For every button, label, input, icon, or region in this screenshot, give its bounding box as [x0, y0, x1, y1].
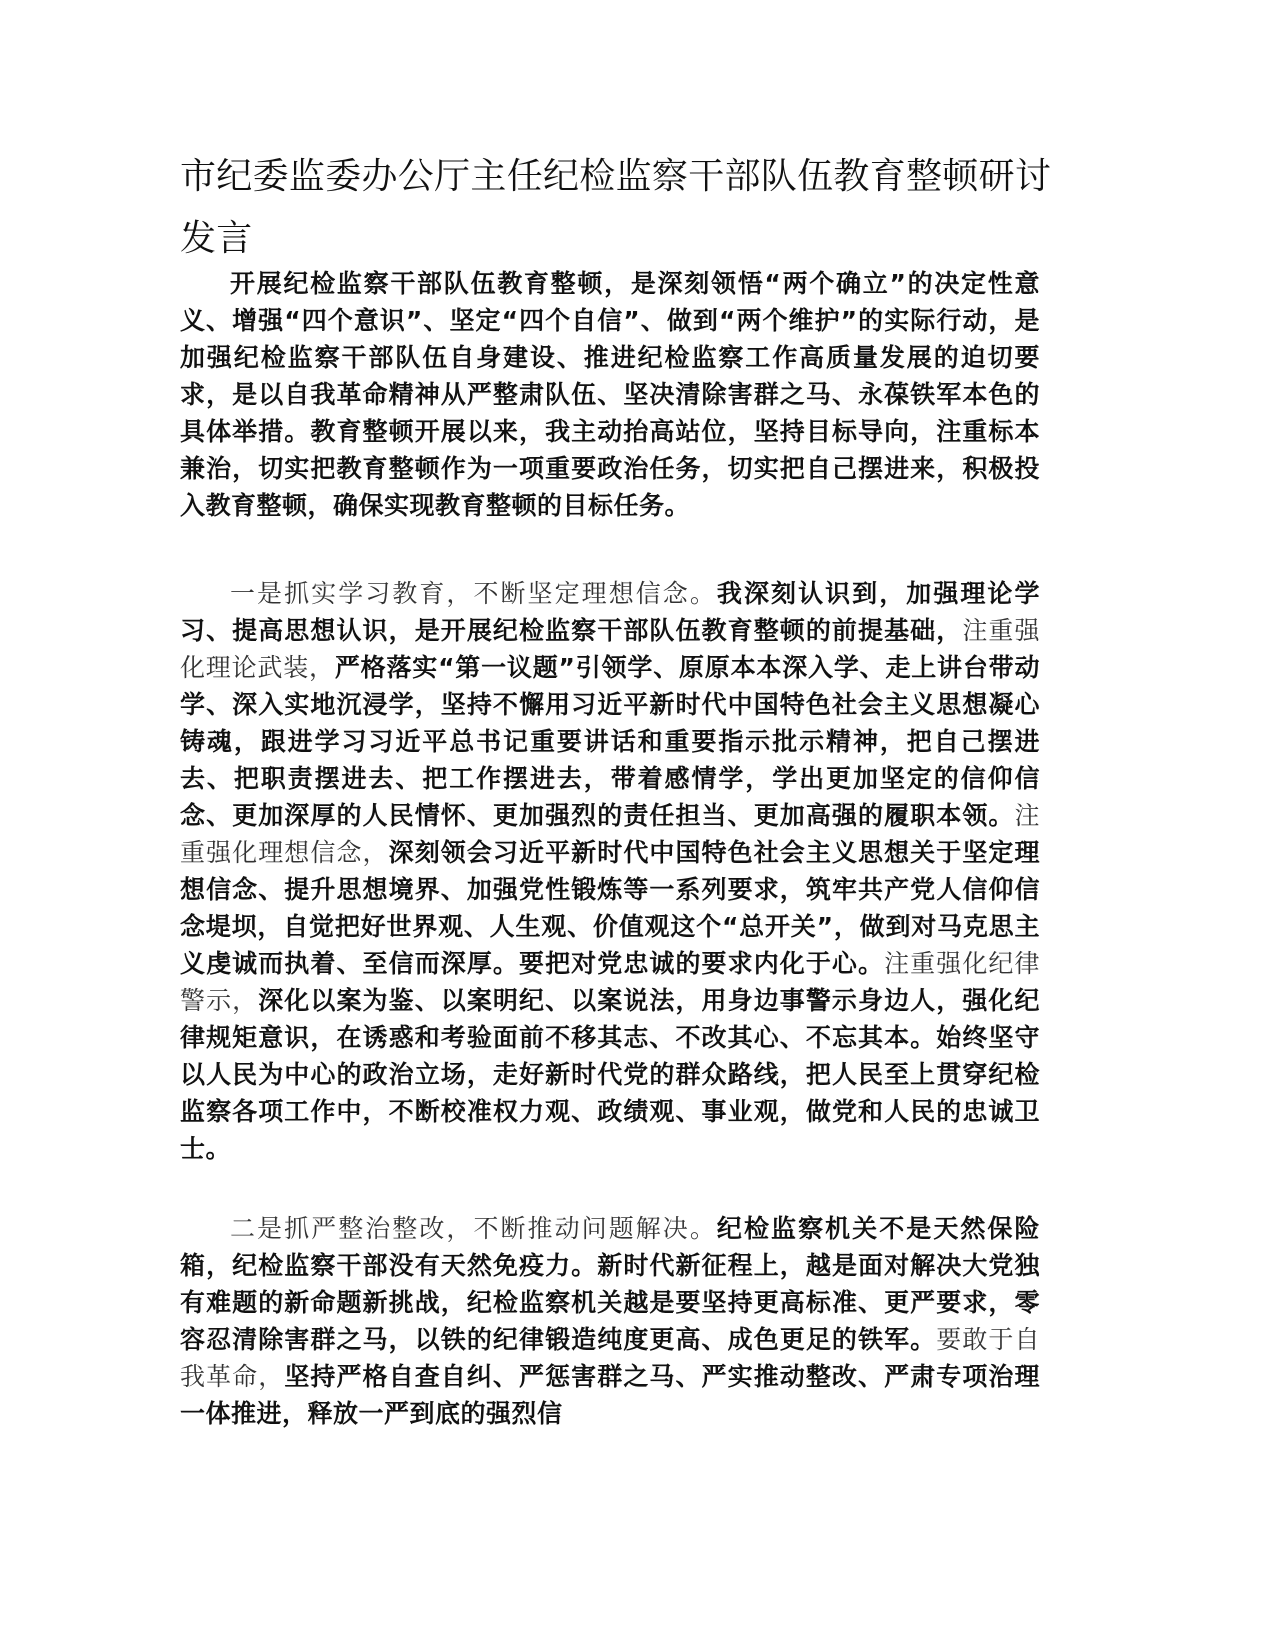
section-two-text-1: 纪检监察机关不是天然保险箱，纪检监察干部没有天然免疫力。新时代新征程上，越是面对解决大党独有难题的新命题新挑战，纪检监察机关越是要坚持更高标准、更严要求，零容忍清除害群之马，以铁的纪律锻造纯度更高、成色更足的铁军。 [180, 1214, 1040, 1354]
section-one-heading: 一是抓实学习教育，不断坚定理想信念。 [230, 579, 717, 608]
section-two-paragraph [180, 1210, 1040, 1432]
section-one-subheading-2: 注重强化理想信念， [180, 801, 1040, 867]
section-two-subheading-1: 要敢于自我革命， [180, 1325, 1040, 1391]
section-one-text-2: 严格落实“第一议题”引领学、原原本本深入学、走上讲台带动学、深入实地沉浸学，坚持不懈用习近平新时代中国特色社会主义思想凝心铸魂，跟进学习习近平总书记重要讲话和重要指示批示精神，把自己摆进去、把职责摆进去、把工作摆进去，带着感情学，学出更加坚定的信仰信念、更加深厚的人民情怀、更加强烈的责任担当、更加高强的履职本领。 [180, 653, 1040, 830]
section-one-subheading-1: 注重强化理论武装， [180, 616, 1040, 682]
section-two-text-2: 坚持严格自查自纠、严惩害群之马、严实推动整改、严肃专项治理一体推进，释放一严到底的强烈信 [180, 1362, 1040, 1428]
document-title: 市纪委监委办公厅主任纪检监察干部队伍教育整顿研讨发言 [180, 156, 1052, 259]
section-one-text-3: 深刻领会习近平新时代中国特色社会主义思想关于坚定理想信念、提升思想境界、加强党性锻炼等一系列要求，筑牢共产党人信仰信念堤坝，自觉把好世界观、人生观、价值观这个“总开关”，做到对马克思主义虔诚而执着、至信而深厚。要把对党忠诚的要求内化于心。 [180, 838, 1040, 978]
section-one-subheading-3: 注重强化纪律警示， [180, 949, 1040, 1015]
intro-paragraph [180, 265, 1040, 524]
intro-text: 开展纪检监察干部队伍教育整顿，是深刻领悟“两个确立”的决定性意义、增强“四个意识”、坚定“四个自信”、做到“两个维护”的实际行动，是加强纪检监察干部队伍自身建设、推进纪检监察工作高质量发展的迫切要求，是以自我革命精神从严整肃队伍、坚决清除害群之马、永葆铁军本色的具体举措。教育整顿开展以来，我主动抬高站位，坚持目标导向，注重标本兼治，切实把教育整顿作为一项重要政治任务，切实把自己摆进来，积极投入教育整顿，确保实现教育整顿的目标任务。 [180, 269, 1040, 520]
section-one-paragraph [180, 575, 1040, 1167]
section-one-text-1: 我深刻认识到，加强理论学习、提高思想认识，是开展纪检监察干部队伍教育整顿的前提基础， [180, 579, 1040, 645]
section-one-text-4: 深化以案为鉴、以案明纪、以案说法，用身边事警示身边人，强化纪律规矩意识，在诱惑和考验面前不移其志、不改其心、不忘其本。始终坚守以人民为中心的政治立场，走好新时代党的群众路线，把人民至上贯穿纪检监察各项工作中，不断校准权力观、政绩观、事业观，做党和人民的忠诚卫士。 [180, 986, 1040, 1163]
section-two-heading: 二是抓严整治整改，不断推动问题解决。 [230, 1214, 717, 1243]
